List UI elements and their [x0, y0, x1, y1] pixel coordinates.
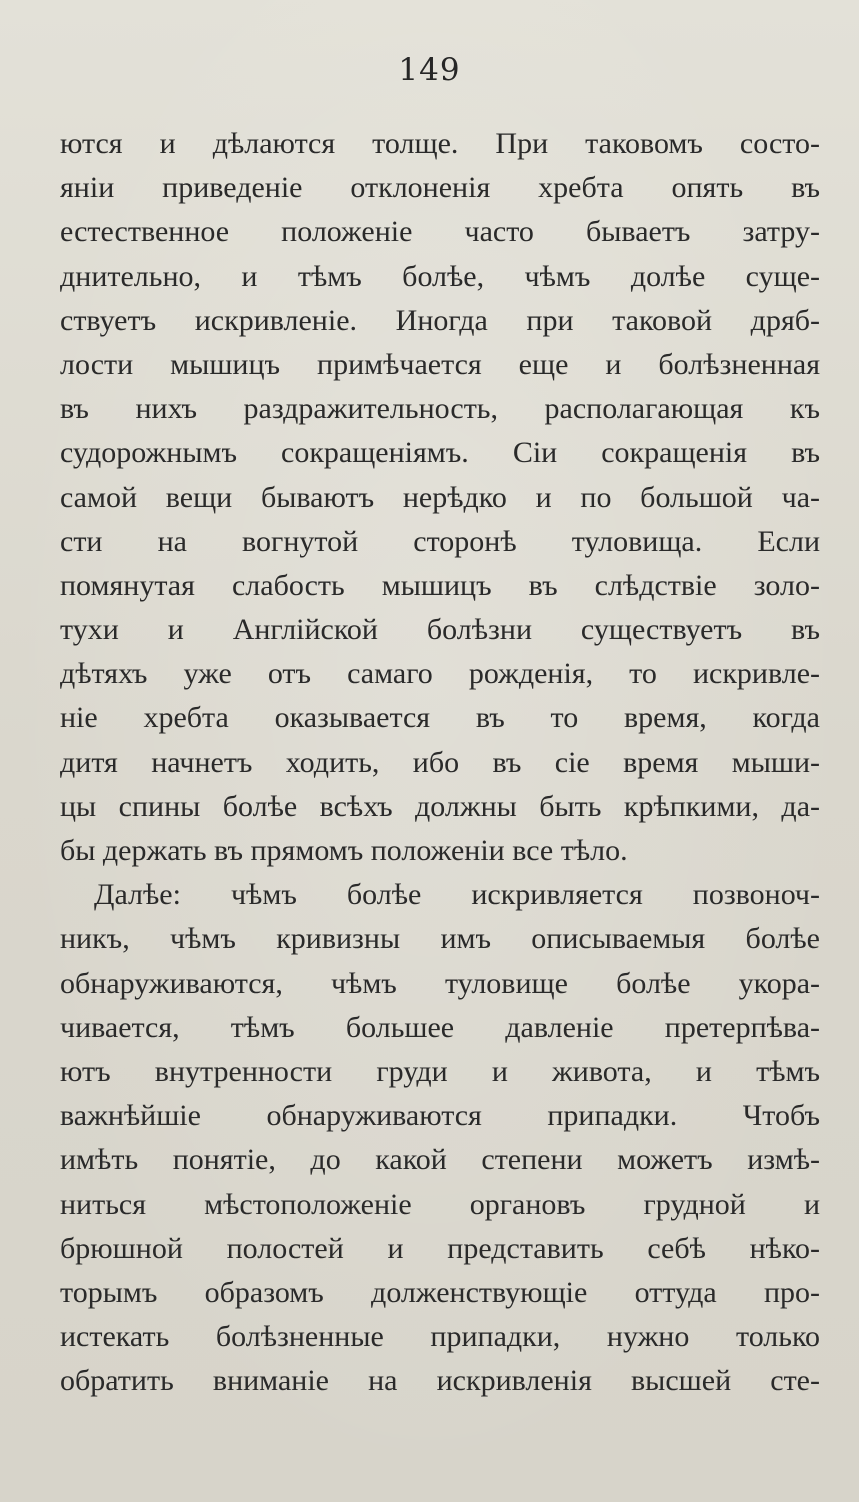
- text-line: лости мышицъ примѣчается еще и болѣзненная: [60, 347, 820, 381]
- text-line: ниться мѣстоположеніе органовъ грудной и: [60, 1187, 820, 1221]
- text-line: днительно, и тѣмъ болѣе, чѣмъ долѣе суще-: [60, 259, 820, 293]
- text-line: ютъ внутренности груди и живота, и тѣмъ: [60, 1054, 820, 1088]
- text-line: бы держать въ прямомъ положеніи все тѣло.: [60, 834, 628, 867]
- text-line: самой вещи бываютъ нерѣдко и по большой ча-: [60, 480, 820, 514]
- text-line: естественное положеніе часто бываетъ затру-: [60, 215, 820, 249]
- text-line: ніе хребта оказывается въ то время, когда: [60, 701, 820, 735]
- text-line: обратить вниманіе на искривленія высшей сте-: [60, 1364, 820, 1398]
- text-line: Далѣе: чѣмъ болѣе искривляется позвоноч-: [94, 878, 820, 912]
- text-line: торымъ образомъ долженствующіе оттуда про-: [60, 1275, 820, 1309]
- text-line: тухи и Англійской болѣзни существуетъ въ: [60, 613, 820, 647]
- text-line: ствуетъ искривленіе. Иногда при таковой дряб-: [60, 303, 820, 337]
- text-line: помянутая слабость мышицъ въ слѣдствіе золо-: [60, 568, 820, 602]
- text-line: цы спины болѣе всѣхъ должны быть крѣпкими, да-: [60, 789, 820, 823]
- text-line: дитя начнетъ ходить, ибо въ сіе время мыши-: [60, 745, 820, 779]
- page-number: 149: [398, 52, 461, 88]
- text-line: обнаруживаются, чѣмъ туловище болѣе укора-: [60, 966, 820, 1000]
- text-line: дѣтяхъ уже отъ самаго рожденія, то искривле-: [60, 657, 820, 691]
- body-text: [60, 122, 820, 1403]
- paragraph-2: [60, 873, 820, 1403]
- paragraph-1: [60, 122, 820, 873]
- text-line: истекать болѣзненные припадки, нужно только: [60, 1320, 820, 1354]
- text-line: брюшной полостей и представить себѣ нѣко-: [60, 1231, 820, 1265]
- text-line: имѣть понятіе, до какой степени можетъ измѣ-: [60, 1143, 820, 1177]
- text-line: никъ, чѣмъ кривизны имъ описываемыя болѣе: [60, 922, 820, 956]
- text-line: ются и дѣлаются толще. При таковомъ состо-: [60, 127, 820, 160]
- text-line: сти на вогнутой сторонѣ туловища. Если: [60, 524, 820, 558]
- text-line: яніи приведеніе отклоненія хребта опять въ: [60, 171, 820, 205]
- text-line: судорожнымъ сокращеніямъ. Сіи сокращенія въ: [60, 436, 820, 470]
- text-line: чивается, тѣмъ большее давленіе претерпѣва-: [60, 1010, 820, 1044]
- text-line: въ нихъ раздражительность, располагающая къ: [60, 392, 820, 426]
- text-line: важнѣйшіе обнаруживаются припадки. Чтобъ: [60, 1099, 820, 1133]
